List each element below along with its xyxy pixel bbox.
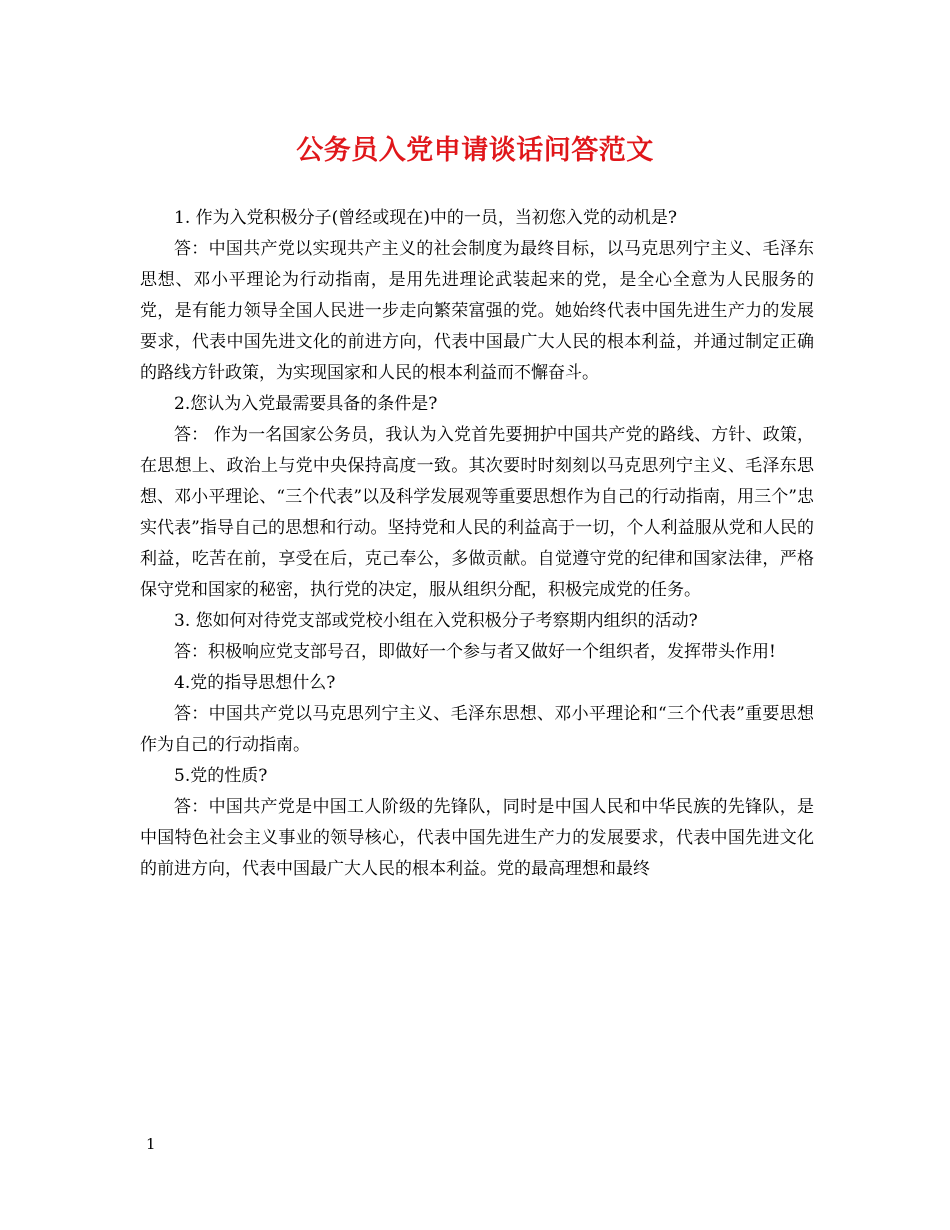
answer-5: 答：中国共产党是中国工人阶级的先锋队，同时是中国人民和中华民族的先锋队，是中国特色社会主义事业的领导核心，代表中国先进生产力的发展要求，代表中国先进文化的前进方向，代表中国最广大人民的根本利益。党的最高理想和最终 <box>140 797 814 879</box>
question-3: 3. 您如何对待党支部或党校小组在入党积极分子考察期内组织的活动? <box>174 611 698 631</box>
document-title: 公务员入党申请谈话问答范文 <box>296 135 654 166</box>
page-number: 1 <box>146 1135 156 1153</box>
question-2: 2.您认为入党最需要具备的条件是? <box>174 394 438 414</box>
answer-4: 答：中国共产党以马克思列宁主义、毛泽东思想、邓小平理论和“三个代表”重要思想作为自己的行动指南。 <box>140 704 814 755</box>
document-body <box>140 203 814 885</box>
answer-1: 答：中国共产党以实现共产主义的社会制度为最终目标，以马克思列宁主义、毛泽东思想、邓小平理论为行动指南，是用先进理论武装起来的党，是全心全意为人民服务的党，是有能力领导全国人民进一步走向繁荣富强的党。她始终代表中国先进生产力的发展要求，代表中国先进文化的前进方向，代表中国最广大人民的根本利益，并通过制定正确的路线方针政策，为实现国家和人民的根本利益而不懈奋斗。 <box>140 239 814 383</box>
question-5: 5.党的性质? <box>174 766 268 786</box>
answer-2: 答： 作为一名国家公务员，我认为入党首先要拥护中国共产党的路线、方针、政策，在思想上、政治上与党中央保持高度一致。其次要时时刻刻以马克思列宁主义、毛泽东思想、邓小平理论、“三个代表”以及科学发展观等重要思想作为自己的行动指南，用三个”忠实代表”指导自己的思想和行动。坚持党和人民的利益高于一切，个人利益服从党和人民的利益，吃苦在前，享受在后，克己奉公，多做贡献。自觉遵守党的纪律和国家法律，严格保守党和国家的秘密，执行党的决定，服从组织分配，积极完成党的任务。 <box>140 425 814 600</box>
question-1: 1. 作为入党积极分子(曾经或现在)中的一员，当初您入党的动机是? <box>174 208 678 228</box>
question-4: 4.党的指导思想什么? <box>174 673 336 693</box>
answer-3: 答：积极响应党支部号召，即做好一个参与者又做好一个组织者，发挥带头作用! <box>174 642 776 662</box>
